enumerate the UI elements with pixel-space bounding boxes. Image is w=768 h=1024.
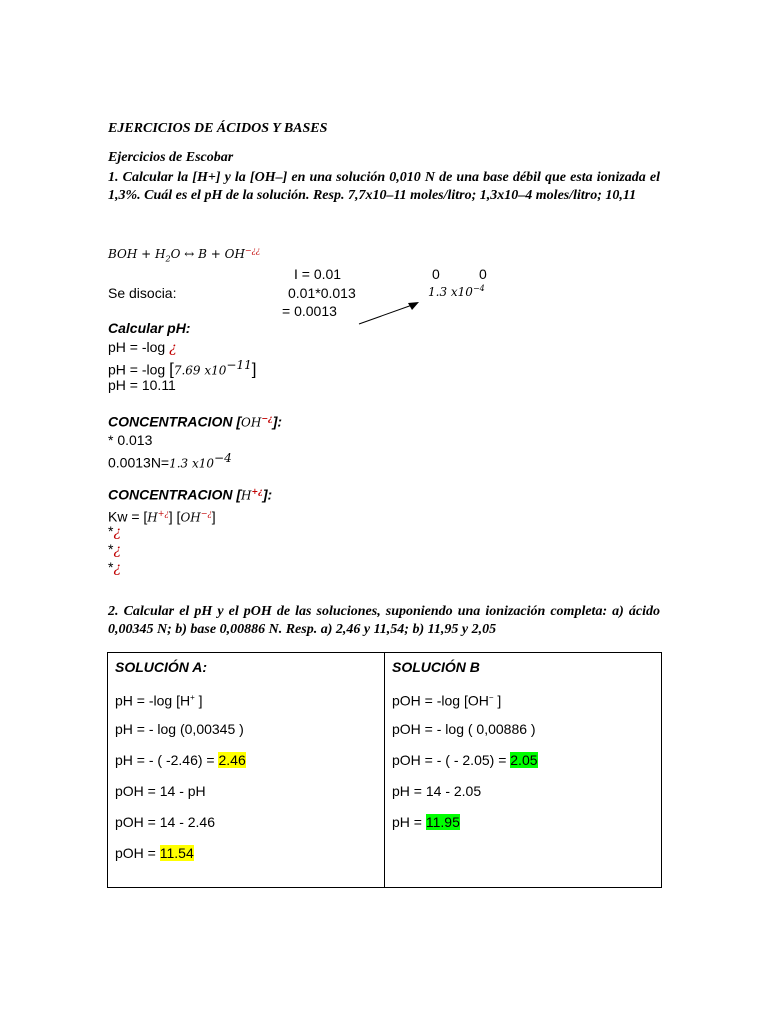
- conc-oh-line-2: [108, 450, 232, 473]
- initial-zero-b: 0: [432, 266, 440, 282]
- solution-a-line-3-prefix: pH = - ( -2.46) =: [115, 752, 219, 768]
- dissociation-result: = 0.0013: [282, 303, 337, 319]
- star-line-3: [108, 559, 121, 577]
- star-line-2-mark: *: [108, 541, 114, 557]
- ph-line-1-text: pH = -log: [108, 339, 170, 355]
- conc-h-sup: +¿: [251, 486, 263, 496]
- calc-ph-heading: Calcular pH:: [108, 320, 191, 336]
- solution-a-line-1-prefix: pH = -log [H: [115, 692, 191, 709]
- kw-h: H: [147, 510, 158, 525]
- solution-a-cell: [108, 653, 385, 888]
- solution-a-line-1: [115, 688, 378, 719]
- reaction-lhs2: O ↔ B + OH: [170, 247, 245, 261]
- star-line-1-mark: *: [108, 523, 114, 539]
- initial-zero-oh: 0: [479, 266, 487, 282]
- kw-line: [108, 505, 216, 527]
- document-subtitle: Ejercicios de Escobar: [108, 150, 234, 165]
- conc-h-suffix: ]:: [262, 486, 273, 503]
- solution-a-line-6: [115, 843, 378, 874]
- conc-oh-line-2-value: 1.3 x10: [169, 456, 215, 471]
- kw-oh: OH: [180, 510, 201, 525]
- star-line-3-placeholder: ¿: [113, 560, 121, 576]
- conc-h-ion: H: [241, 488, 252, 503]
- solution-b-line-3-prefix: pOH = - ( - 2.05) =: [392, 752, 511, 768]
- dissociation-target: [428, 284, 485, 299]
- ph-line-2-text: pH = -log: [108, 361, 170, 378]
- solution-a-line-3: [115, 750, 378, 781]
- solution-a-poh-highlight: 11.54: [159, 845, 194, 861]
- dissociation-target-exp: −4: [472, 284, 485, 293]
- solution-b-line-3: [392, 750, 655, 781]
- kw-oh-sup: −¿: [200, 509, 212, 518]
- conc-oh-prefix: CONCENTRACION [: [108, 413, 241, 430]
- solution-b-line-1: [392, 688, 655, 719]
- kw-h-sup: +¿: [157, 509, 169, 518]
- solution-b-line-2: pOH = - log ( 0,00886 ): [392, 721, 536, 737]
- exercise-1-statement: 1. Calcular la [H+] y la [OH–] en una solución 0,010 N de una base débil que esta ionizada el 1,3%. Cuál es el pH de la solución. Resp. 7,7x10–11 moles/litro; 1,3x10–4 moles/litro; 10,11: [108, 170, 660, 203]
- arrow-icon: [355, 298, 425, 328]
- conc-oh-suffix: ]:: [272, 413, 283, 430]
- solution-b-cell: [385, 653, 662, 888]
- conc-oh-line-2-exp: −4: [214, 451, 232, 465]
- ph-line-2: pH = -log [7.69 $x10^{-11}$]: [108, 358, 257, 379]
- conc-oh-heading: [108, 413, 282, 430]
- conc-oh-sup: −¿: [261, 413, 273, 423]
- reaction-subscript: 2: [165, 254, 171, 264]
- exercise-2-statement: 2. Calcular el pH y el pOH de las soluciones, suponiendo una ionización completa: a) ácido 0,00345 N; b) base 0,00886 N. Resp. a) 2,46 y 11,54; b) 11,95 y 2,05: [108, 604, 660, 637]
- conc-h-prefix: CONCENTRACION [: [108, 486, 241, 503]
- solution-a-line-4: pOH = 14 - pH: [115, 783, 206, 799]
- solution-a-line-1-sup: +: [190, 693, 195, 702]
- conc-h-heading: [108, 486, 272, 503]
- dissociation-label: Se disocia:: [108, 285, 177, 301]
- solution-b-line-1-prefix: pOH = -log [OH: [392, 692, 489, 709]
- star-line-2: [108, 541, 121, 559]
- reaction-superscript: −¿¿: [244, 246, 261, 255]
- star-line-1-placeholder: ¿: [113, 524, 121, 540]
- solution-b-poh-highlight: 2.05: [510, 752, 538, 768]
- conc-oh-ion: OH: [241, 415, 262, 430]
- solution-a-line-5: pOH = 14 - 2.46: [115, 814, 216, 830]
- initial-concentration: I = 0.01: [294, 266, 342, 282]
- conc-oh-line-2-text: 0.0013N=: [108, 454, 170, 471]
- solution-b-line-5: [392, 812, 655, 843]
- star-line-1: [108, 523, 121, 541]
- solution-a-line-1-suffix: ]: [194, 692, 203, 709]
- kw-prefix: Kw = [: [108, 508, 148, 525]
- kw-mid: ] [: [168, 508, 181, 525]
- ph-line-2-exp: −11: [226, 358, 252, 372]
- dissociation-target-base: 1.3 x10: [428, 285, 473, 299]
- solution-b-line-1-sup: −: [488, 693, 494, 702]
- ph-line-1: [108, 339, 177, 357]
- solution-a-heading: SOLUCIÓN A:: [115, 659, 208, 675]
- ph-line-1-placeholder: ¿: [169, 340, 177, 356]
- solution-b-line-4: pH = 14 - 2.05: [392, 783, 482, 799]
- star-line-2-placeholder: ¿: [113, 542, 121, 558]
- solution-a-line-2: pH = - log (0,00345 ): [115, 721, 244, 737]
- solution-b-ph-highlight: 11.95: [425, 814, 460, 830]
- reaction-lhs1: BOH + H: [108, 247, 166, 261]
- conc-oh-line-1: * 0.013: [108, 432, 153, 448]
- dissociation-value: 0.01*0.013: [288, 285, 356, 301]
- solution-b-line-5-prefix: pH =: [392, 814, 426, 830]
- solution-a-line-6-prefix: pOH =: [115, 845, 160, 861]
- kw-suffix: ]: [211, 508, 216, 525]
- ph-line-3: pH = 10.11: [108, 377, 176, 393]
- ph-line-2-value: 7.69 x10: [173, 363, 227, 378]
- solution-b-line-1-suffix: ]: [493, 692, 502, 709]
- reaction-equation: [108, 246, 260, 263]
- solution-b-heading: SOLUCIÓN B: [392, 659, 480, 675]
- solutions-table: [107, 652, 662, 888]
- solution-a-ph-highlight: 2.46: [218, 752, 246, 768]
- star-line-3-mark: *: [108, 559, 114, 575]
- document-title: EJERCICIOS DE ÁCIDOS Y BASES: [108, 121, 328, 136]
